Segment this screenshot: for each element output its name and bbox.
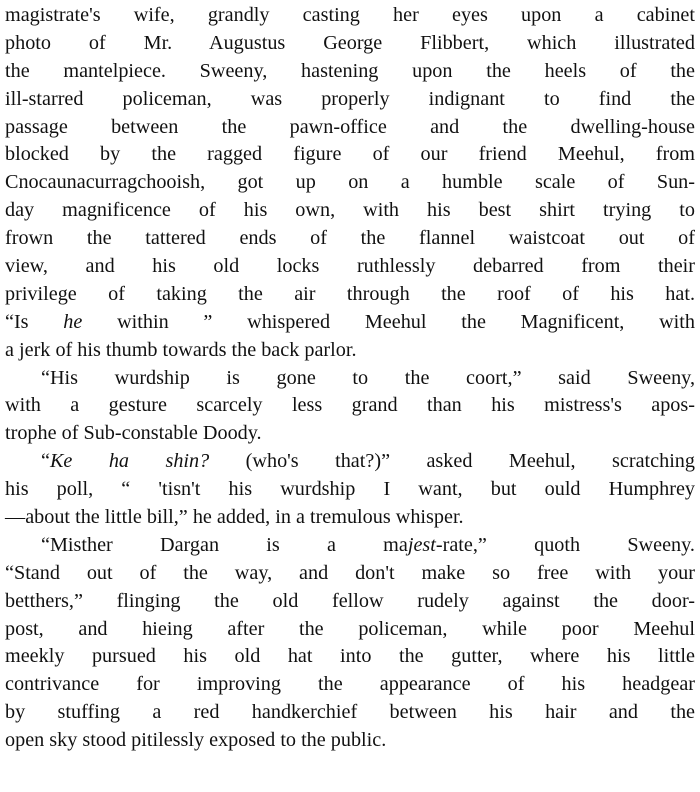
text-line [5,588,695,616]
text-line [5,560,695,588]
text-line [5,281,695,309]
text-segment: magistrate's wife, grandly casting her eyes upon a cabinet [5,4,695,26]
text-segment: meekly pursued his old hat into the gutter, where his little [5,645,695,668]
italic-text: jest [407,533,436,556]
text-segment: view, and his old locks ruthlessly debarred from their [5,255,695,278]
text-segment: privilege of taking the air through the roof of his hat. [5,282,695,305]
text-line [5,699,695,727]
text-line [5,114,695,142]
text-line [5,616,695,644]
text-line [5,30,695,58]
text-line [5,2,695,30]
text-segment: with a gesture scarcely less grand than his mistress's apos- [5,394,695,417]
text-segment: betthers,” flinging the old fellow rudely against the door- [5,589,695,612]
paragraph [5,448,695,532]
text-line [5,337,695,365]
text-segment: a jerk of his thumb towards the back parlor. [5,338,357,361]
text-segment: his poll, “ 'tisn't his wurdship I want, but ould Humphrey [5,478,695,501]
text-segment: trophe of Sub-constable Doody. [5,422,262,445]
text-segment: post, and hieing after the policeman, while poor Meehul [5,617,695,640]
text-line [5,197,695,225]
text-line [5,141,695,169]
text-line [5,671,695,699]
text-segment: “ [41,450,50,473]
text-line [5,727,695,755]
text-line [5,58,695,86]
text-segment: “Misther Dargan is a ma [41,533,408,556]
text-segment: open sky stood pitilessly exposed to the public. [5,729,387,752]
text-line [5,448,695,476]
text-segment: the mantelpiece. Sweeny, hastening upon the heels of the [5,59,695,82]
text-line [5,532,695,560]
text-segment: frown the tattered ends of the flannel waistcoat out of [5,227,695,250]
text-segment: blocked by the ragged figure of our friend Meehul, from [5,143,695,166]
text-line [5,504,695,532]
italic-text: Ke ha shin? [49,450,210,473]
text-segment: ill-starred policeman, was properly indignant to find the [5,87,695,110]
italic-text: he [63,310,83,333]
text-segment: within ” whispered Meehul the Magnificent, with [82,310,695,333]
text-line [5,476,695,504]
paragraph [5,2,695,365]
text-segment: contrivance for improving the appearance of his headgear [5,673,695,696]
text-segment: “Is [5,310,64,333]
text-segment: photo of Mr. Augustus George Flibbert, which illustrated [5,31,695,54]
text-segment: (who's that?)” asked Meehul, scratching [209,450,695,473]
text-segment: passage between the pawn-office and the dwelling-house [5,115,695,138]
text-segment: day magnificence of his own, with his best shirt trying to [5,199,695,222]
text-line [5,309,695,337]
text-segment: “Stand out of the way, and don't make so free with your [5,561,695,584]
text-line [5,225,695,253]
text-line [5,86,695,114]
text-line [5,392,695,420]
document-page [5,2,695,755]
text-segment: by stuffing a red handkerchief between his hair and the [5,701,695,724]
paragraph [5,365,695,449]
text-line [5,253,695,281]
text-line [5,365,695,393]
text-segment: —about the little bill,” he added, in a tremulous whisper. [5,506,464,529]
text-line [5,643,695,671]
text-line [5,420,695,448]
text-segment: “His wurdship is gone to the coort,” said Sweeny, [41,366,695,389]
text-segment: Cnocaunacurragchooish, got up on a humble scale of Sun- [5,171,695,194]
text-line [5,169,695,197]
text-segment: -rate,” quoth Sweeny. [435,533,695,556]
paragraph [5,532,695,755]
